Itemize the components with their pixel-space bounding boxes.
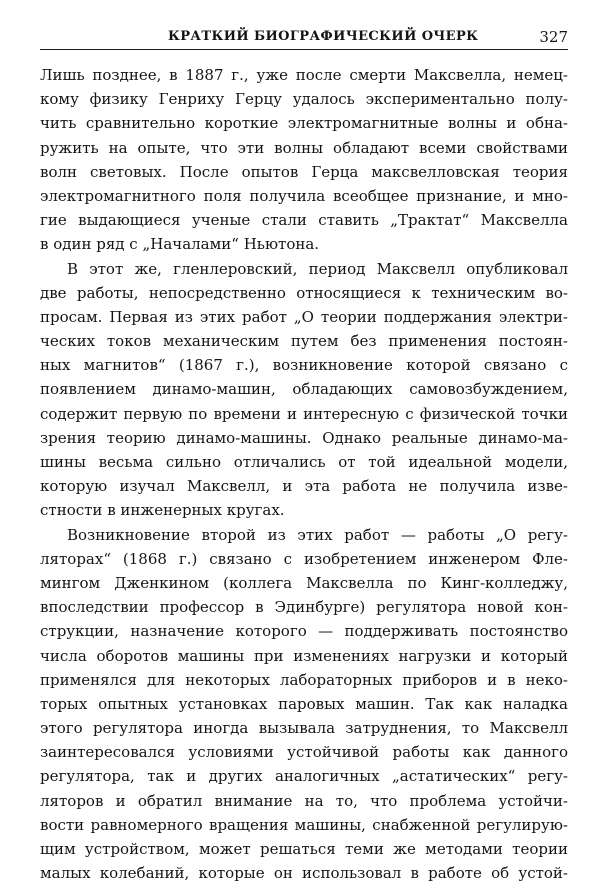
text-line: в один ряд с „Началами“ Ньютона. <box>40 235 320 254</box>
text-line: шины весьма сильно отличались от той идеальной модели, <box>40 453 568 471</box>
text-line: впоследствии профессор в Эдинбурге) регулятора новой кон- <box>40 598 568 617</box>
paragraph-1 <box>40 63 568 257</box>
text-line: электромагнитного поля получила всеобщее признание, и мно- <box>40 186 568 205</box>
text-line: появлением динамо-машин, обладающих самовозбуждением, <box>40 380 568 399</box>
text-line: струкции, назначение которого — поддерживать постоянство <box>40 622 568 641</box>
text-line: кому физику Генриху Герцу удалось экспериментально полу- <box>40 90 568 109</box>
text-line: применялся для некоторых лабораторных приборов и в неко- <box>40 670 568 689</box>
page-number: 327 <box>539 28 568 46</box>
text-line: торых опытных установках паровых машин. Так как наладка <box>40 694 568 713</box>
text-line: которую изучал Максвелл, и эта работа не получила изве- <box>40 477 568 496</box>
paragraph-2 <box>40 257 568 523</box>
text-line: В этот же, гленлеровский, период Максвелл опубликовал <box>67 259 568 278</box>
running-title: КРАТКИЙ БИОГРАФИЧЕСКИЙ ОЧЕРК <box>168 29 479 44</box>
text-line: гие выдающиеся ученые стали ставить „Трактат“ Максвелла <box>40 211 568 230</box>
text-line: регулятора, так и других аналогичных „астатических“ регу- <box>40 767 568 786</box>
text-line: щим устройством, может решаться теми же методами теории <box>40 840 568 858</box>
text-line: две работы, непосредственно относящиеся к техническим во- <box>40 283 568 302</box>
text-line: Возникновение второй из этих работ — работы „О регу- <box>67 525 568 544</box>
text-line: зрения теорию динамо-машины. Однако реальные динамо-ма- <box>40 428 568 447</box>
text-line: просам. Первая из этих работ „О теории поддержания электри- <box>40 307 568 326</box>
running-header <box>40 27 568 50</box>
text-line: стности в инженерных кругах. <box>40 501 285 520</box>
text-line: числа оборотов машины при изменениях нагрузки и который <box>40 646 568 665</box>
text-line: ружить на опыте, что эти волны обладают всеми свойствами <box>40 138 568 157</box>
text-line: мингом Дженкином (коллега Максвелла по Кинг-колледжу, <box>40 573 568 592</box>
text-line: этого регулятора иногда вызывала затруднения, то Максвелл <box>40 719 568 738</box>
text-line: чить сравнительно короткие электромагнитные волны и обна- <box>40 114 568 133</box>
text-line: Лишь позднее, в 1887 г., уже после смерти Максвелла, немец- <box>40 66 568 84</box>
text-line: ляторов и обратил внимание на то, что проблема устойчи- <box>40 791 568 810</box>
text-line: малых колебаний, которые он использовал в работе об устой- <box>40 864 568 883</box>
paragraph-3 <box>40 523 568 885</box>
text-line: ных магнитов“ (1867 г.), возникновение которой связано с <box>40 356 568 375</box>
text-line: ляторах“ (1868 г.) связано с изобретением инженером Фле- <box>40 549 568 568</box>
text-line: волн световых. После опытов Герца максвелловская теория <box>40 162 568 181</box>
text-line: вости равномерного вращения машины, снабженной регулирую- <box>40 815 568 834</box>
text-line: ческих токов механическим путем без применения постоян- <box>40 332 568 351</box>
body-text <box>40 63 568 885</box>
text-line: заинтересовался условиями устойчивой работы как данного <box>40 743 568 762</box>
text-line: содержит первую по времени и интересную с физической точки <box>40 404 568 423</box>
